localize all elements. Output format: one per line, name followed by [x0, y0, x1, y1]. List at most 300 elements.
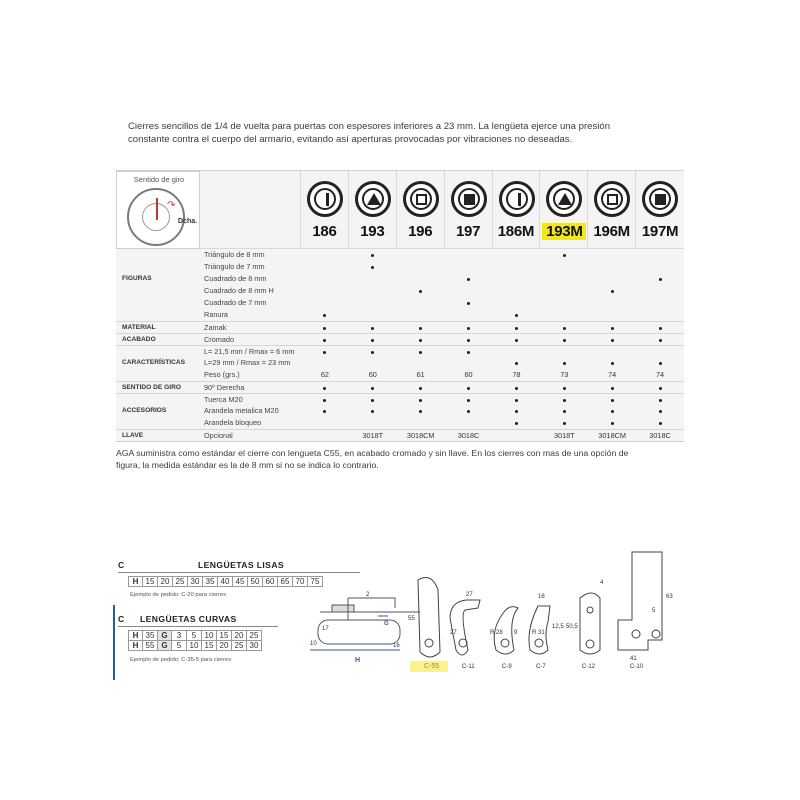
table-cell — [445, 357, 493, 369]
curvas-h-label: H — [129, 641, 143, 651]
table-cell — [493, 322, 541, 333]
table-cell — [349, 285, 397, 297]
table-cell — [301, 417, 349, 429]
curvas-g-value: 15 — [217, 631, 232, 641]
table-cell — [397, 382, 445, 393]
check-dot-icon — [515, 387, 518, 390]
label-c10: C-10 — [630, 664, 644, 670]
table-cell — [349, 261, 397, 273]
lisas-value: 15 — [143, 577, 158, 587]
table-cell: 74 — [608, 370, 617, 379]
table-cell — [493, 249, 541, 261]
table-cell — [493, 357, 541, 369]
curvas-h-value: 35 — [143, 631, 158, 641]
table-cell — [397, 394, 445, 405]
label-c9: C-9 — [502, 664, 512, 670]
check-dot-icon — [515, 339, 518, 342]
table-cell — [301, 357, 349, 369]
dim-55: 55 — [408, 616, 415, 622]
check-dot-icon — [371, 266, 374, 269]
table-cell — [540, 261, 588, 273]
dim-10: 10 — [310, 641, 317, 647]
table-cell — [588, 357, 636, 369]
table-cell — [540, 285, 588, 297]
table-cell — [493, 417, 541, 429]
dim-27a: 27 — [466, 592, 473, 598]
table-cell: 60 — [464, 370, 473, 379]
curvas-row — [129, 641, 262, 651]
note-line-1: AGA suministra como estándar el cierre con lengueta C55, en acabado cromado y sin llave. En los cierres con mas de una opción de — [116, 448, 629, 458]
lisas-value: 25 — [173, 577, 188, 587]
table-cell — [540, 309, 588, 321]
rotation-title: Sentido de giro — [133, 175, 185, 184]
table-cell — [397, 273, 445, 285]
table-cell — [301, 334, 349, 345]
table-cell — [397, 261, 445, 273]
table-cell — [301, 346, 349, 357]
check-dot-icon — [371, 339, 374, 342]
table-cell — [540, 382, 588, 393]
lisas-h-label: H — [129, 577, 143, 587]
slot-knob-icon — [307, 181, 343, 217]
label-c7: C-7 — [536, 664, 546, 670]
table-cell: 74 — [656, 370, 665, 379]
dim-27b: 27 — [450, 630, 457, 636]
row-label: Cromado — [204, 335, 235, 344]
table-cell — [493, 346, 541, 357]
table-cell — [540, 346, 588, 357]
dim-r31: R 31 — [532, 630, 545, 636]
dim-16b: 16 — [538, 594, 545, 600]
table-cell — [397, 285, 445, 297]
row-label: L=29 mm / Rmax = 23 mm — [204, 358, 291, 367]
table-cell — [301, 261, 349, 273]
table-cell — [301, 405, 349, 417]
table-cell — [349, 322, 397, 333]
check-dot-icon — [659, 387, 662, 390]
table-cell — [445, 273, 493, 285]
check-dot-icon — [563, 422, 566, 425]
table-cell — [636, 346, 684, 357]
curvas-g-label: G — [158, 641, 172, 651]
table-cell — [493, 309, 541, 321]
table-cell: 3018T — [362, 431, 384, 440]
check-dot-icon — [611, 362, 614, 365]
row-label: Tuerca M20 — [204, 395, 243, 404]
lisas-title: LENGÜETAS LISAS — [198, 560, 285, 570]
table-row — [116, 357, 684, 369]
table-cell — [349, 405, 397, 417]
table-cell: 3018C — [649, 431, 671, 440]
table-cell — [397, 297, 445, 309]
table-cell — [301, 309, 349, 321]
check-dot-icon — [515, 422, 518, 425]
lisas-value: 20 — [158, 577, 173, 587]
rotation-direction-label: Dcha. — [178, 218, 198, 225]
table-row — [116, 285, 684, 297]
row-category: FIGURAS — [122, 275, 152, 282]
row-category: LLAVE — [122, 432, 144, 439]
table-row — [116, 429, 684, 441]
dim-4: 4 — [600, 580, 604, 586]
check-dot-icon — [659, 422, 662, 425]
check-dot-icon — [467, 399, 470, 402]
table-cell — [397, 405, 445, 417]
section-accent-bar — [113, 605, 115, 680]
curvas-row — [129, 631, 262, 641]
curvas-example: Ejemplo de pedido: C-35-5 para cierres — [130, 657, 232, 663]
table-row — [116, 405, 684, 417]
table-cell — [397, 334, 445, 345]
latch-assembly-drawing — [310, 598, 420, 650]
check-dot-icon — [419, 351, 422, 354]
curvas-rule — [118, 626, 278, 627]
dim-50-5: 50,5 — [566, 624, 578, 630]
check-dot-icon — [371, 399, 374, 402]
label-c11: C-11 — [462, 664, 475, 670]
table-cell — [445, 261, 493, 273]
model-label: 193 — [360, 223, 385, 240]
square-knob-icon — [594, 181, 630, 217]
dim-h: H — [355, 657, 361, 664]
check-dot-icon — [659, 399, 662, 402]
table-cell — [636, 405, 684, 417]
square-filled-knob-icon — [451, 181, 487, 217]
table-cell — [588, 346, 636, 357]
check-dot-icon — [467, 302, 470, 305]
table-cell — [301, 249, 349, 261]
row-label: Triángulo de 8 mm — [204, 250, 265, 259]
check-dot-icon — [659, 339, 662, 342]
row-category: MATERIAL — [122, 324, 156, 331]
model-column — [588, 171, 636, 249]
check-dot-icon — [419, 387, 422, 390]
check-dot-icon — [323, 327, 326, 330]
triangle-knob-icon — [546, 181, 582, 217]
lisas-table — [128, 576, 323, 587]
check-dot-icon — [611, 422, 614, 425]
model-columns — [301, 171, 684, 248]
table-cell — [349, 334, 397, 345]
table-cell — [588, 322, 636, 333]
check-dot-icon — [563, 410, 566, 413]
spec-header — [116, 171, 684, 249]
table-cell — [540, 273, 588, 285]
row-label: Peso (grs.) — [204, 370, 240, 379]
table-cell — [445, 285, 493, 297]
check-dot-icon — [371, 410, 374, 413]
row-category: ACCESORIOS — [122, 407, 167, 414]
table-cell — [588, 405, 636, 417]
c55-highlight — [410, 661, 448, 672]
table-cell — [445, 346, 493, 357]
table-cell — [301, 430, 349, 441]
row-category — [116, 309, 200, 321]
model-column — [349, 171, 397, 249]
check-dot-icon — [467, 278, 470, 281]
table-cell — [636, 261, 684, 273]
check-dot-icon — [371, 327, 374, 330]
tongue-c55-drawing — [418, 578, 440, 657]
table-cell — [540, 249, 588, 261]
check-dot-icon — [467, 387, 470, 390]
table-row — [116, 369, 684, 381]
model-label: 197 — [455, 223, 481, 240]
table-cell: 73 — [560, 370, 569, 379]
lisas-code: C — [118, 560, 125, 570]
table-cell — [636, 249, 684, 261]
check-dot-icon — [323, 410, 326, 413]
model-column — [636, 171, 684, 249]
table-cell — [301, 297, 349, 309]
table-cell — [397, 249, 445, 261]
lisas-value: 60 — [263, 577, 278, 587]
dim-41: 41 — [630, 656, 637, 662]
table-cell — [301, 322, 349, 333]
table-cell — [445, 405, 493, 417]
row-label: Arandela metalica M20 — [204, 406, 279, 415]
table-cell — [349, 273, 397, 285]
curvas-h-value: 55 — [143, 641, 158, 651]
table-cell — [493, 382, 541, 393]
row-label: Zamak — [204, 323, 227, 332]
table-cell — [636, 297, 684, 309]
table-cell — [445, 297, 493, 309]
table-cell — [493, 405, 541, 417]
table-row — [116, 333, 684, 345]
table-cell: 3018C — [457, 431, 480, 440]
row-label: L= 21,5 mm / Rmax = 6 mm — [204, 347, 295, 356]
table-row — [116, 309, 684, 321]
lisas-value: 35 — [203, 577, 218, 587]
curvas-g-value: 25 — [232, 641, 247, 651]
check-dot-icon — [419, 290, 422, 293]
lisas-example: Ejemplo de pedido: C-20 para cierres — [130, 592, 227, 598]
lisas-value: 65 — [278, 577, 293, 587]
intro-text — [128, 120, 688, 146]
check-dot-icon — [611, 387, 614, 390]
row-label: Arandela bloqueo — [204, 418, 262, 427]
table-cell — [636, 322, 684, 333]
model-column — [540, 171, 588, 249]
row-category — [116, 369, 200, 381]
check-dot-icon — [419, 399, 422, 402]
curvas-g-value: 15 — [202, 641, 217, 651]
table-cell — [493, 430, 541, 441]
curvas-code: C — [118, 614, 125, 624]
dim-5: 5 — [652, 608, 656, 614]
check-dot-icon — [563, 339, 566, 342]
curvas-g-value: 20 — [232, 631, 247, 641]
curvas-g-value: 20 — [217, 641, 232, 651]
check-dot-icon — [611, 327, 614, 330]
row-category — [116, 346, 200, 357]
dim-2: 2 — [366, 592, 370, 598]
table-cell — [349, 357, 397, 369]
table-cell — [397, 309, 445, 321]
check-dot-icon — [659, 278, 662, 281]
table-cell: 3018T — [553, 431, 575, 440]
table-cell — [588, 382, 636, 393]
check-dot-icon — [563, 254, 566, 257]
table-cell — [493, 394, 541, 405]
note-line-2: figura, la medida estándar es la de 8 mm si no se indica lo contrario. — [116, 459, 379, 470]
table-cell — [588, 273, 636, 285]
table-cell — [445, 309, 493, 321]
curvas-table — [128, 630, 262, 651]
table-cell: 62 — [320, 370, 329, 379]
table-row — [116, 417, 684, 429]
table-cell — [540, 334, 588, 345]
model-label: 186 — [312, 223, 337, 240]
check-dot-icon — [371, 254, 374, 257]
dim-r28: R 28 — [490, 630, 503, 636]
table-cell — [540, 405, 588, 417]
table-cell — [349, 249, 397, 261]
table-cell — [636, 357, 684, 369]
check-dot-icon — [563, 387, 566, 390]
table-cell — [397, 346, 445, 357]
table-cell — [493, 285, 541, 297]
table-row — [116, 393, 684, 405]
table-cell — [301, 273, 349, 285]
slot-knob-icon — [499, 181, 535, 217]
table-cell — [636, 309, 684, 321]
triangle-knob-icon — [355, 181, 391, 217]
check-dot-icon — [515, 327, 518, 330]
table-cell — [636, 273, 684, 285]
table-cell — [397, 357, 445, 369]
table-row — [116, 249, 684, 261]
table-cell — [349, 297, 397, 309]
header-spacer — [200, 171, 301, 249]
table-cell — [636, 382, 684, 393]
table-cell — [588, 417, 636, 429]
table-row — [116, 261, 684, 273]
table-cell — [588, 334, 636, 345]
intro-line-1: Cierres sencillos de 1/4 de vuelta para puertas con espesores inferiores a 23 mm. La lengüeta ejerce una presión — [128, 121, 611, 132]
model-label: 193M — [542, 223, 586, 240]
check-dot-icon — [611, 399, 614, 402]
table-cell — [349, 394, 397, 405]
dial-icon: ↷ — [127, 188, 185, 246]
model-label: 196 — [408, 223, 433, 240]
curvas-title: LENGÜETAS CURVAS — [140, 614, 237, 624]
curvas-g-label: G — [158, 631, 172, 641]
table-cell — [588, 297, 636, 309]
check-dot-icon — [659, 410, 662, 413]
model-column — [493, 171, 541, 249]
check-dot-icon — [611, 339, 614, 342]
lisas-value: 50 — [248, 577, 263, 587]
curvas-g-value: 5 — [187, 631, 202, 641]
check-dot-icon — [323, 387, 326, 390]
table-cell — [588, 309, 636, 321]
model-label: 197M — [641, 223, 679, 240]
table-cell: 3018CM — [406, 431, 435, 440]
table-cell — [540, 417, 588, 429]
curvas-g-value: 5 — [172, 641, 187, 651]
check-dot-icon — [515, 399, 518, 402]
row-category — [116, 297, 200, 309]
curvas-g-value: 30 — [247, 641, 262, 651]
table-cell: 3018CM — [598, 431, 626, 440]
check-dot-icon — [515, 362, 518, 365]
table-cell — [588, 285, 636, 297]
dim-17: 17 — [322, 626, 329, 632]
table-cell: 60 — [368, 370, 377, 379]
row-category — [116, 261, 200, 273]
check-dot-icon — [659, 362, 662, 365]
table-row — [116, 381, 684, 393]
check-dot-icon — [323, 351, 326, 354]
row-category: SENTIDO DE GIRO — [122, 384, 181, 391]
row-category: ACABADO — [122, 336, 156, 343]
table-cell — [493, 297, 541, 309]
check-dot-icon — [563, 362, 566, 365]
table-cell — [301, 285, 349, 297]
spec-rows — [116, 249, 684, 441]
lisas-value: 30 — [188, 577, 203, 587]
table-cell — [301, 382, 349, 393]
model-label: 186M — [497, 223, 535, 240]
check-dot-icon — [323, 314, 326, 317]
check-dot-icon — [515, 410, 518, 413]
model-column — [301, 171, 349, 249]
standard-note — [116, 448, 686, 471]
table-cell — [540, 297, 588, 309]
row-category — [116, 417, 200, 429]
check-dot-icon — [323, 339, 326, 342]
table-row — [116, 297, 684, 309]
table-cell — [588, 249, 636, 261]
row-label: Cuadrado de 8 mm H — [204, 286, 274, 295]
curvas-g-value: 25 — [247, 631, 262, 641]
model-column — [397, 171, 445, 249]
tongue-c12-drawing — [580, 593, 600, 654]
row-label: Ranura — [204, 310, 228, 319]
spec-table — [116, 170, 684, 442]
row-category — [116, 285, 200, 297]
check-dot-icon — [467, 339, 470, 342]
table-cell — [636, 394, 684, 405]
table-cell — [445, 394, 493, 405]
check-dot-icon — [371, 351, 374, 354]
row-label: Opcional — [204, 431, 233, 440]
table-cell — [349, 417, 397, 429]
table-cell — [349, 382, 397, 393]
table-cell — [445, 382, 493, 393]
check-dot-icon — [419, 327, 422, 330]
table-row — [116, 321, 684, 333]
table-cell — [397, 417, 445, 429]
table-cell — [445, 322, 493, 333]
lisas-value: 75 — [308, 577, 323, 587]
dim-g: G — [384, 621, 389, 627]
latch-drawings — [300, 550, 700, 690]
intro-line-2: constante contra el cuerpo del armario, evitando así aperturas provocadas por vibraciones no deseadas. — [128, 134, 573, 145]
table-cell — [493, 334, 541, 345]
table-cell — [636, 417, 684, 429]
lisas-value: 40 — [218, 577, 233, 587]
model-label: 196M — [593, 223, 630, 240]
lisas-value: 45 — [233, 577, 248, 587]
table-cell — [349, 346, 397, 357]
check-dot-icon — [371, 387, 374, 390]
dim-16: 16 — [393, 643, 400, 649]
dim-63: 63 — [666, 594, 673, 600]
square-filled-knob-icon — [642, 181, 678, 217]
